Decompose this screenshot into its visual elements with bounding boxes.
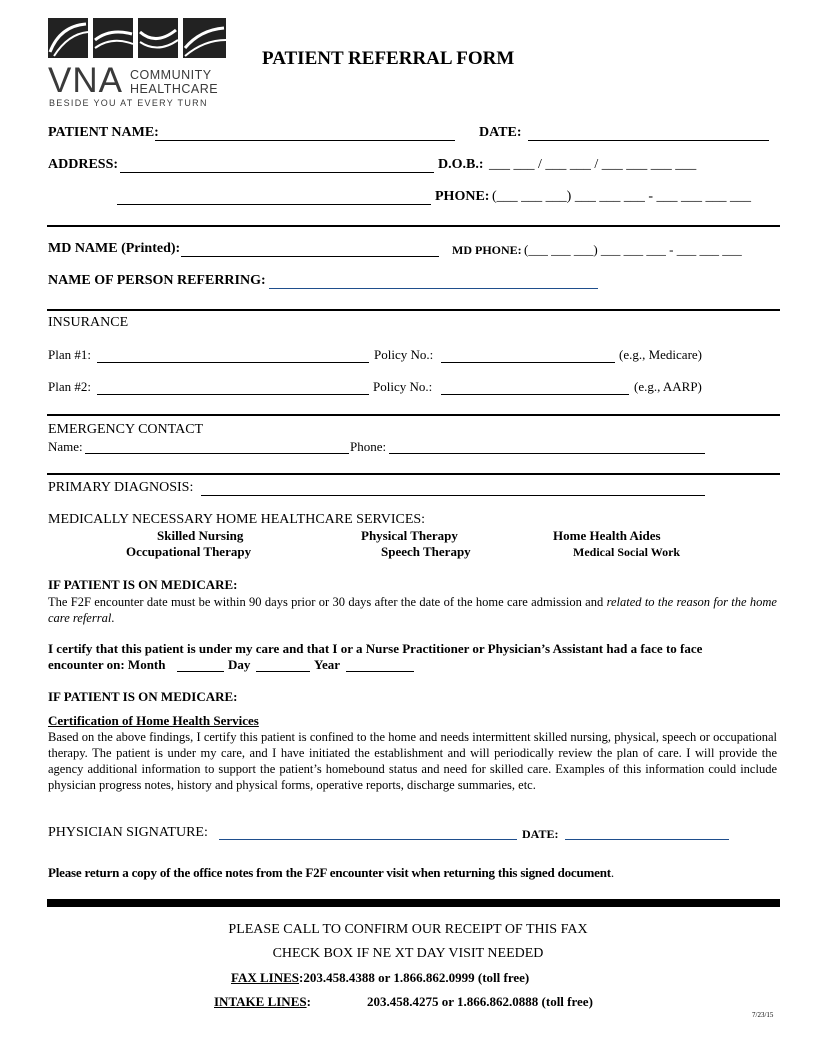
encounter-day-field[interactable] bbox=[256, 671, 310, 672]
certification-text: Based on the above findings, I certify this patient is confined to the home and needs intermittent skilled nursing, physical, speech or occupational therapy. The patient is under my care, and I have initiated the establishment and will periodically review the plan of care. I will provide the agency additional information to support the patient’s homebound status and need for skilled care. Examples of this information could include physician progress notes, history and physical forms, operative reports, discharge summaries, etc. bbox=[48, 730, 777, 792]
revision-date: 7/23/15 bbox=[752, 1011, 774, 1019]
f2f-text-end: . bbox=[111, 611, 115, 625]
phone-label: PHONE: bbox=[435, 189, 490, 204]
f2f-text: The F2F encounter date must be within 90 days prior or 30 days after the date of the home care admission and bbox=[48, 595, 607, 609]
dob-label: D.O.B.: bbox=[438, 157, 484, 172]
signature-label: PHYSICIAN SIGNATURE: bbox=[48, 825, 208, 840]
intake-lines-label: INTAKE LINES bbox=[214, 994, 307, 1009]
service-speech-therapy[interactable]: Speech Therapy bbox=[381, 544, 471, 559]
return-note bbox=[48, 865, 614, 881]
section-divider bbox=[47, 414, 780, 416]
logo-line1: COMMUNITY bbox=[130, 68, 212, 82]
patient-name-label: PATIENT NAME: bbox=[48, 125, 159, 140]
emergency-name-field[interactable] bbox=[85, 453, 349, 454]
form-title: PATIENT REFERRAL FORM bbox=[262, 48, 515, 69]
f2f-text-italic: related to the reason for the home care referral bbox=[48, 595, 777, 625]
signature-field[interactable] bbox=[219, 839, 517, 840]
md-name-label: MD NAME (Printed): bbox=[48, 241, 181, 256]
intake-lines-colon: : bbox=[306, 994, 311, 1009]
certification-subheading: Certification of Home Health Services bbox=[48, 713, 259, 728]
service-home-health-aides[interactable]: Home Health Aides bbox=[553, 528, 661, 543]
emergency-phone-label: Phone: bbox=[350, 439, 387, 454]
return-note-end: . bbox=[610, 865, 614, 880]
emergency-name-label: Name: bbox=[48, 439, 83, 454]
policy1-label: Policy No.: bbox=[374, 347, 434, 362]
service-skilled-nursing[interactable]: Skilled Nursing bbox=[157, 528, 244, 543]
service-medical-social-work[interactable]: Medical Social Work bbox=[573, 545, 681, 559]
logo-tagline: BESIDE YOU AT EVERY TURN bbox=[49, 98, 208, 108]
date-label: DATE: bbox=[479, 125, 522, 140]
logo-wave-graphic bbox=[48, 18, 226, 60]
address-field-2[interactable] bbox=[117, 204, 431, 205]
vna-logo bbox=[48, 18, 228, 110]
emergency-phone-field[interactable] bbox=[389, 453, 705, 454]
encounter-month-label: encounter on: Month bbox=[48, 657, 166, 672]
medicare-heading-1: IF PATIENT IS ON MEDICARE: bbox=[48, 577, 238, 592]
plan1-example: (e.g., Medicare) bbox=[619, 347, 703, 362]
referrer-field[interactable] bbox=[269, 288, 598, 289]
md-name-field[interactable] bbox=[181, 256, 439, 257]
policy1-field[interactable] bbox=[441, 362, 615, 363]
section-divider bbox=[47, 473, 780, 475]
encounter-day-label: Day bbox=[228, 657, 251, 672]
fax-lines bbox=[231, 970, 529, 986]
address-field-1[interactable] bbox=[120, 172, 434, 173]
f2f-instructions bbox=[48, 594, 777, 626]
dob-field[interactable]: ___ ___ / ___ ___ / ___ ___ ___ ___ bbox=[489, 157, 697, 172]
plan2-field[interactable] bbox=[97, 394, 369, 395]
footer-bar bbox=[47, 899, 780, 907]
emergency-heading: EMERGENCY CONTACT bbox=[48, 422, 204, 437]
fax-lines-label: FAX LINES bbox=[231, 970, 300, 985]
medicare-heading-2: IF PATIENT IS ON MEDICARE: bbox=[48, 689, 238, 704]
logo-brand: VNA bbox=[48, 61, 123, 100]
check-box-next-day[interactable]: CHECK BOX IF NE XT DAY VISIT NEEDED bbox=[272, 946, 544, 961]
diagnosis-field[interactable] bbox=[201, 495, 705, 496]
plan1-field[interactable] bbox=[97, 362, 369, 363]
phone-field[interactable]: (___ ___ ___) ___ ___ ___ - ___ ___ ___ ___ bbox=[492, 189, 751, 204]
service-occupational-therapy[interactable]: Occupational Therapy bbox=[126, 544, 252, 559]
service-physical-therapy[interactable]: Physical Therapy bbox=[361, 528, 458, 543]
intake-lines-numbers: 203.458.4275 or 1.866.862.0888 (toll free) bbox=[367, 994, 593, 1009]
patient-name-field[interactable] bbox=[155, 140, 455, 141]
fax-lines-numbers: :203.458.4388 or 1.866.862.0999 (toll free) bbox=[299, 970, 530, 985]
services-heading: MEDICALLY NECESSARY HOME HEALTHCARE SERVICES: bbox=[48, 512, 426, 527]
plan1-label: Plan #1: bbox=[48, 347, 91, 362]
insurance-heading: INSURANCE bbox=[48, 315, 129, 330]
md-phone-field[interactable]: (___ ___ ___) ___ ___ ___ - ___ ___ ___ bbox=[524, 242, 742, 257]
date-field[interactable] bbox=[528, 140, 769, 141]
encounter-month-field[interactable] bbox=[177, 671, 224, 672]
certify-statement: I certify that this patient is under my care and that I or a Nurse Practitioner or Physician’s Assistant had a face to face bbox=[48, 641, 703, 656]
policy2-label: Policy No.: bbox=[373, 379, 433, 394]
signature-date-label: DATE: bbox=[522, 827, 559, 841]
diagnosis-label: PRIMARY DIAGNOSIS: bbox=[48, 480, 194, 495]
signature-date-field[interactable] bbox=[565, 839, 729, 840]
encounter-year-field[interactable] bbox=[346, 671, 414, 672]
plan2-label: Plan #2: bbox=[48, 379, 91, 394]
logo-line2: HEALTHCARE bbox=[130, 82, 219, 96]
plan2-example: (e.g., AARP) bbox=[634, 379, 702, 394]
return-note-text: Please return a copy of the office notes from the F2F encounter visit when returning this signed document bbox=[48, 865, 611, 880]
md-phone-label: MD PHONE: bbox=[452, 243, 522, 257]
section-divider bbox=[47, 225, 780, 227]
policy2-field[interactable] bbox=[441, 394, 629, 395]
intake-lines bbox=[214, 994, 311, 1010]
confirm-receipt: PLEASE CALL TO CONFIRM OUR RECEIPT OF THIS FAX bbox=[228, 922, 588, 937]
referrer-label: NAME OF PERSON REFERRING: bbox=[48, 273, 266, 288]
encounter-year-label: Year bbox=[314, 657, 340, 672]
section-divider bbox=[47, 309, 780, 311]
address-label: ADDRESS: bbox=[48, 157, 119, 172]
